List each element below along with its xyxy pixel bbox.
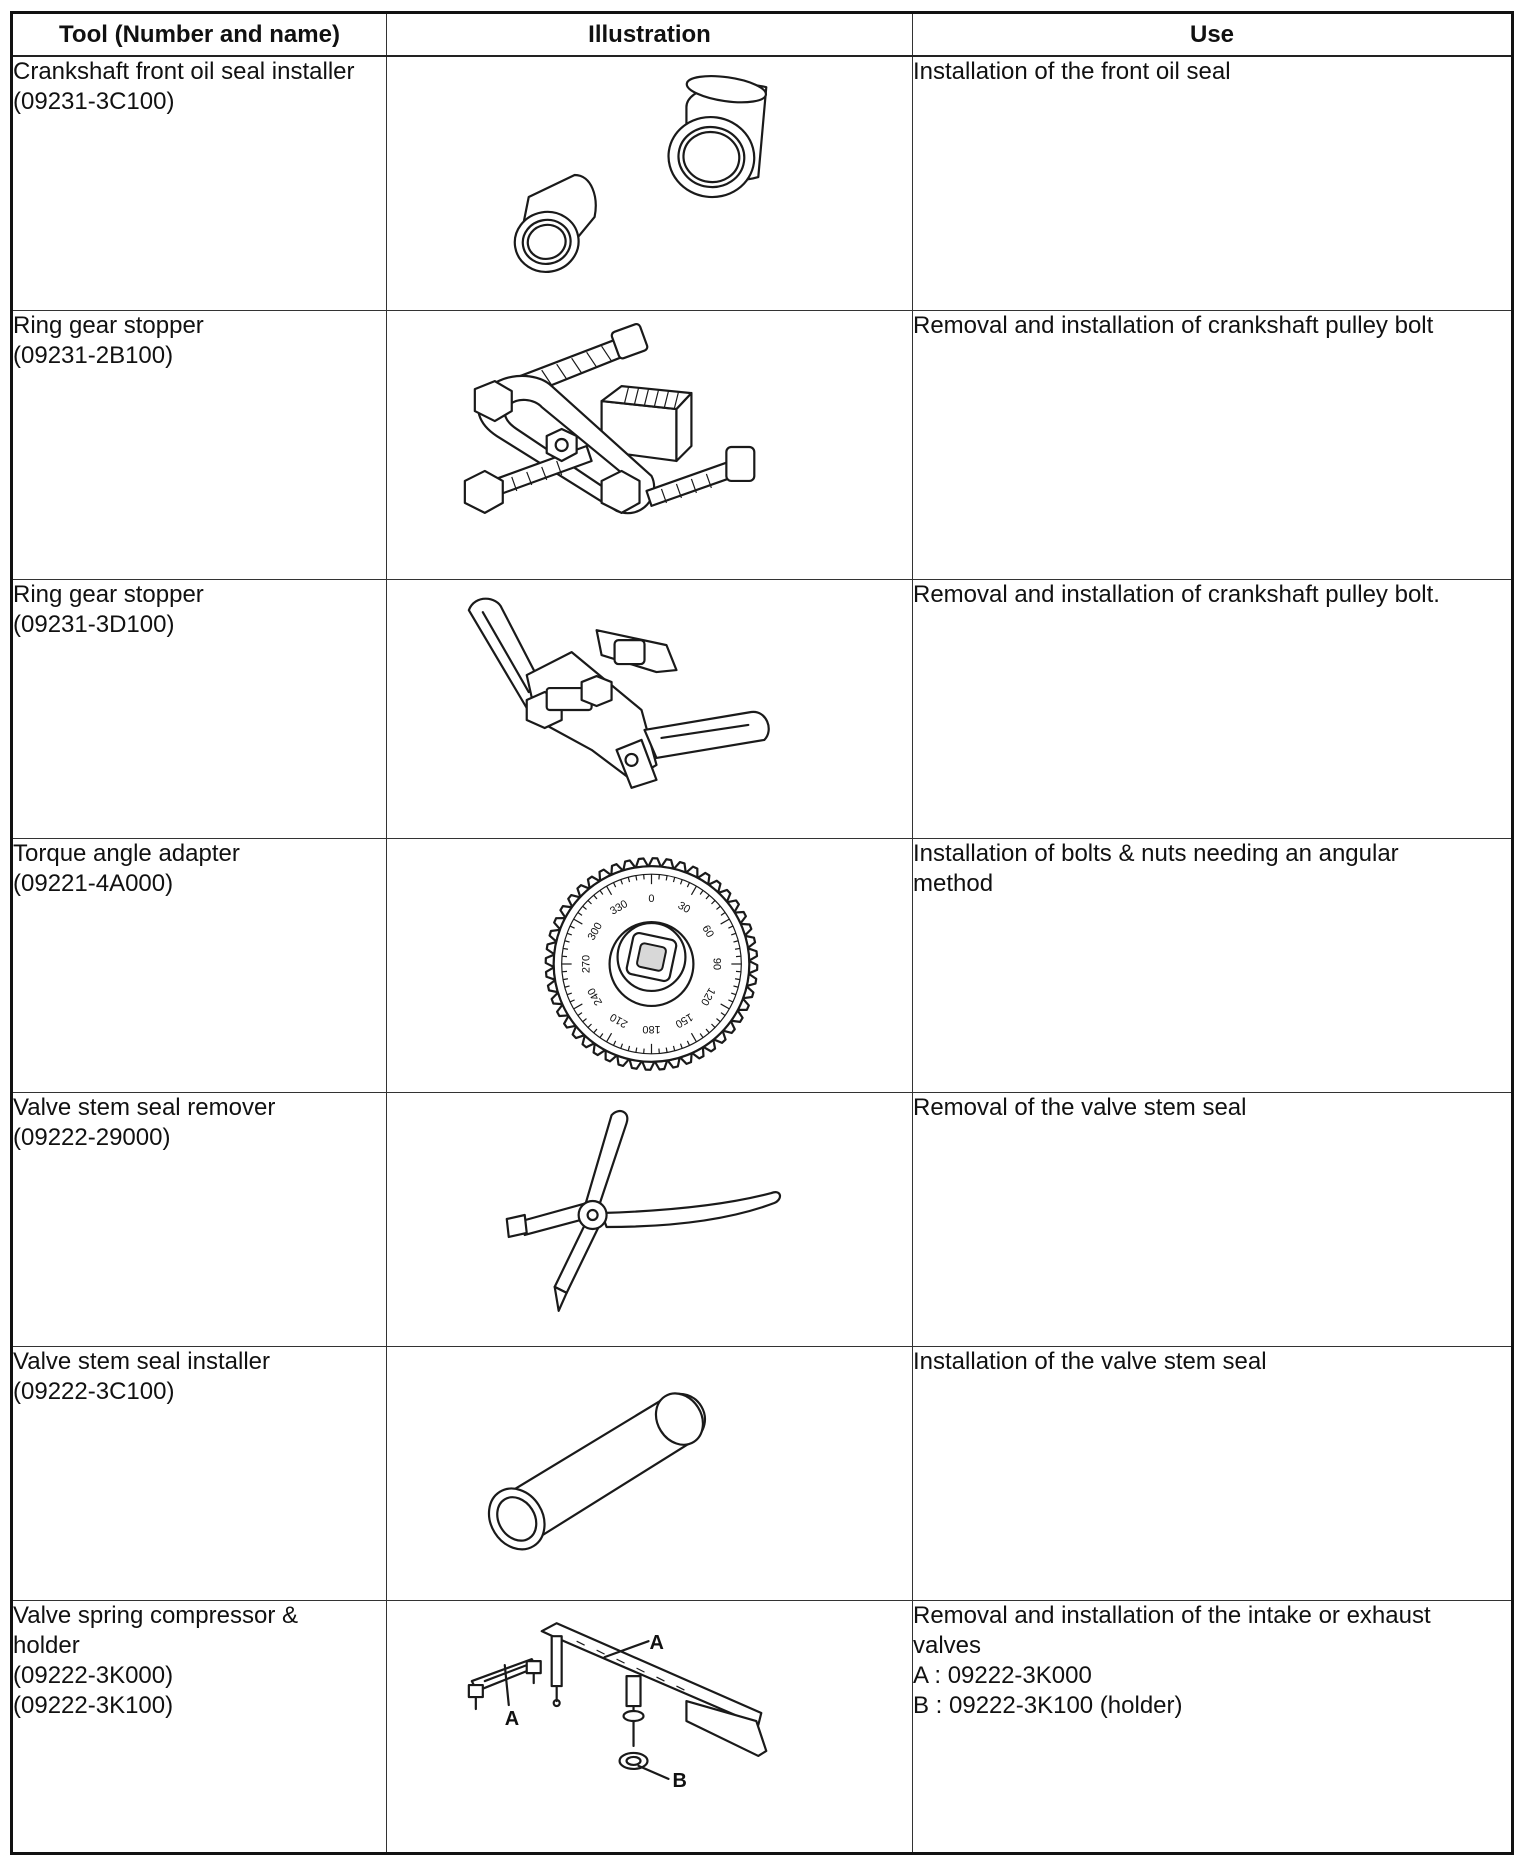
tool-cell: [12, 1601, 387, 1854]
tool-cell: [12, 56, 387, 311]
tool-name: Valve spring compressor &: [13, 1602, 298, 1629]
table-row: [12, 1093, 1513, 1347]
oil-seal-installer-drawing: [387, 57, 912, 310]
tool-number: (09221-4A000): [13, 870, 174, 897]
tool-name: Valve stem seal installer: [13, 1348, 270, 1375]
use-text: valves: [913, 1632, 982, 1659]
header-use: Use: [913, 13, 1513, 57]
dial-tick: [666, 1048, 667, 1053]
table-row: [12, 1347, 1513, 1601]
use-text: Removal and installation of crankshaft pulley bolt: [913, 312, 1434, 339]
tool-number: (09231-2B100): [13, 342, 174, 369]
illustration-cell: [387, 1093, 913, 1347]
dial-tick: [636, 1048, 637, 1053]
dial-label: 330: [608, 898, 630, 918]
dial-label: 300: [585, 920, 606, 943]
table-row: [12, 311, 1513, 580]
valve-spring-compressor-drawing: [387, 1601, 912, 1852]
table-row: [12, 839, 1513, 1093]
dial-label: 0: [648, 893, 655, 906]
dial-tick: [636, 876, 637, 881]
tool-cell: [12, 580, 387, 839]
tool-number: (09222-3K000): [13, 1662, 174, 1689]
table-row: [12, 56, 1513, 311]
tool-cell: [12, 839, 387, 1093]
dial-label: 150: [673, 1010, 695, 1030]
dial-label: 120: [697, 985, 718, 1008]
use-text: Removal and installation of the intake or exhaust: [913, 1602, 1431, 1629]
use-text: Installation of the valve stem seal: [913, 1348, 1267, 1375]
callout-a-holder: A: [504, 1708, 520, 1731]
header-tool: Tool (Number and name): [12, 13, 387, 57]
tool-number: (09222-3K100): [13, 1692, 174, 1719]
tool-name: Valve stem seal remover: [13, 1094, 276, 1121]
use-cell: [913, 839, 1513, 1093]
tool-name: Crankshaft front oil seal installer: [13, 58, 355, 85]
header-illustration: Illustration: [387, 13, 913, 57]
dial-label: 270: [580, 954, 593, 974]
tool-cell: [12, 1093, 387, 1347]
dial-label: 90: [710, 957, 723, 971]
table-row: [12, 580, 1513, 839]
use-text: Removal of the valve stem seal: [913, 1094, 1247, 1121]
illustration-cell: [387, 1601, 913, 1854]
use-text: A : 09222-3K000: [913, 1662, 1092, 1689]
tool-name: Torque angle adapter: [13, 840, 240, 867]
dial-tick: [563, 979, 568, 980]
dial-label: 60: [699, 923, 716, 940]
tool-number: (09231-3D100): [13, 611, 175, 638]
illustration-cell: [387, 56, 913, 311]
tool-name: holder: [13, 1632, 80, 1659]
valve-stem-seal-remover-drawing: [387, 1093, 912, 1346]
dial-tick: [735, 979, 740, 980]
ring-gear-stopper-slotted-drawing: [387, 580, 912, 838]
valve-stem-seal-installer-drawing: [387, 1347, 912, 1600]
use-cell: [913, 1347, 1513, 1601]
callout-b: B: [672, 1769, 687, 1792]
dial-tick: [563, 948, 568, 949]
tool-cell: [12, 1347, 387, 1601]
torque-angle-adapter-drawing: [387, 839, 912, 1092]
ring-gear-stopper-bolted-drawing: [387, 311, 912, 579]
tool-number: (09222-29000): [13, 1124, 171, 1151]
use-text: Removal and installation of crankshaft pulley bolt.: [913, 581, 1440, 608]
dial-label: 180: [642, 1022, 661, 1035]
use-cell: [913, 580, 1513, 839]
tool-cell: [12, 311, 387, 580]
use-text: method: [913, 870, 994, 897]
illustration-cell: [387, 311, 913, 580]
illustration-cell: [387, 1347, 913, 1601]
use-text: Installation of bolts & nuts needing an angular: [913, 840, 1399, 867]
table-row: [12, 1601, 1513, 1854]
table-header-row: [12, 13, 1513, 57]
special-tools-table: [10, 11, 1514, 1855]
dial-label: 30: [675, 899, 693, 917]
callout-a-frame: A: [649, 1632, 664, 1655]
illustration-cell: [387, 580, 913, 839]
tool-name: Ring gear stopper: [13, 581, 204, 608]
use-cell: [913, 311, 1513, 580]
use-text: Installation of the front oil seal: [913, 58, 1231, 85]
use-cell: [913, 1601, 1513, 1854]
use-text: B : 09222-3K100 (holder): [913, 1692, 1183, 1719]
dial-tick: [666, 876, 667, 881]
use-cell: [913, 1093, 1513, 1347]
tool-number: (09222-3C100): [13, 1378, 175, 1405]
tool-name: Ring gear stopper: [13, 312, 204, 339]
tool-number: (09231-3C100): [13, 88, 175, 115]
use-cell: [913, 56, 1513, 311]
dial-label: 210: [608, 1010, 630, 1030]
dial-label: 240: [585, 985, 606, 1008]
dial-tick: [735, 948, 740, 949]
illustration-cell: [387, 839, 913, 1093]
